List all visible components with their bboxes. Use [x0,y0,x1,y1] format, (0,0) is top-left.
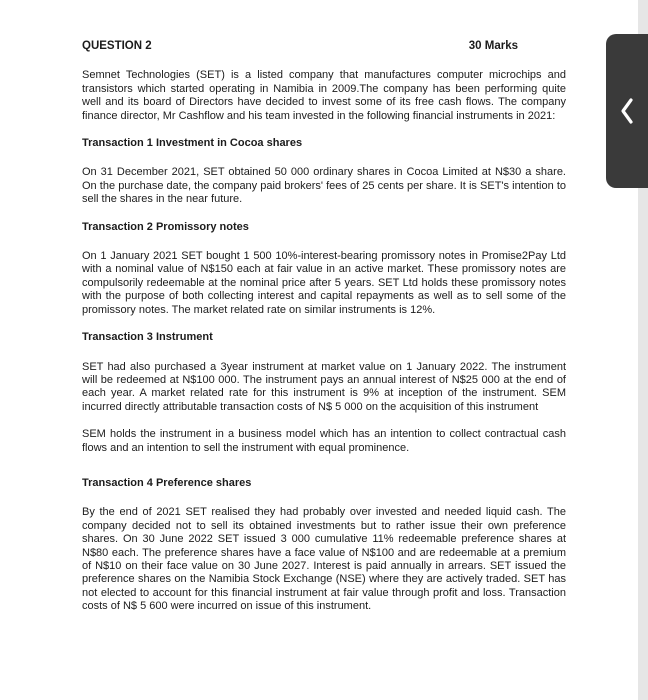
intro-paragraph: Semnet Technologies (SET) is a listed company that manufactures computer microchips and transistors which started operating in Namibia in 2009.The company has been performing quite well and its board of Directors have decided to invest some of its free cash flows. The company finance director, Mr Cashflow and his team invested in the following financial instruments in 2021: [82,69,566,122]
chevron-left-icon [619,97,635,125]
document-page [82,40,566,628]
transaction-2-title: Transaction 2 Promissory notes [82,220,249,233]
side-panel-toggle[interactable] [606,34,648,188]
transaction-3-paragraph-2: SEM holds the instrument in a business model which has an intention to collect contractual cash flows and an intention to sell the instrument with equal prominence. [82,428,566,454]
transaction-2-paragraph: On 1 January 2021 SET bought 1 500 10%-interest-bearing promissory notes in Promise2Pay Ltd with a nominal value of N$150 each at fair value in an active market. These promissory notes are compulsorily redeemable at the nominal price after 5 years. SET Ltd holds these promissory notes with the purpose of both collecting interest and capital repayments as well as to sell some of the promissory notes. The market related rate on similar instruments is 12%. [82,250,566,316]
transaction-1-paragraph: On 31 December 2021, SET obtained 50 000 ordinary shares in Cocoa Limited at N$30 a share. On the purchase date, the company paid brokers' fees of 25 cents per share. It is SET's intention to sell the shares in the near future. [82,166,566,206]
question-header [82,40,566,53]
transaction-3-paragraph-1: SET had also purchased a 3year instrument at market value on 1 January 2022. The instrument will be redeemed at N$100 000. The instrument pays an annual interest of N$25 000 at the end of each year. A market related rate for this instrument is 9% at inception of the instrument. SEM incurred directly attributable transaction costs of N$ 5 000 on the acquisition of this instrument [82,360,566,413]
transaction-4-title: Transaction 4 Preference shares [82,476,252,489]
transaction-1-title: Transaction 1 Investment in Cocoa shares [82,137,303,150]
question-marks: 30 Marks [468,40,518,52]
transaction-4-paragraph: By the end of 2021 SET realised they had probably over invested and needed liquid cash. The company decided not to sell its obtained investments but to rather issue their own preference shares. On 30 June 2022 SET issued 3 000 cumulative 11% redeemable preference shares at N$80 each. The preference shares have a face value of N$100 and are redeemable at a premium of N$10 on their face value on 30 June 2027. Interest is paid annually in arrears. SET issued the preference shares on the Namibia Stock Exchange (NSE) where they are actively traded. SET has not elected to account for this financial instrument at fair value through profit and loss. Transaction costs of N$ 5 600 were incurred on issue of this instrument. [82,506,566,613]
question-title: QUESTION 2 [82,40,152,52]
transaction-3-title: Transaction 3 Instrument [82,331,213,344]
